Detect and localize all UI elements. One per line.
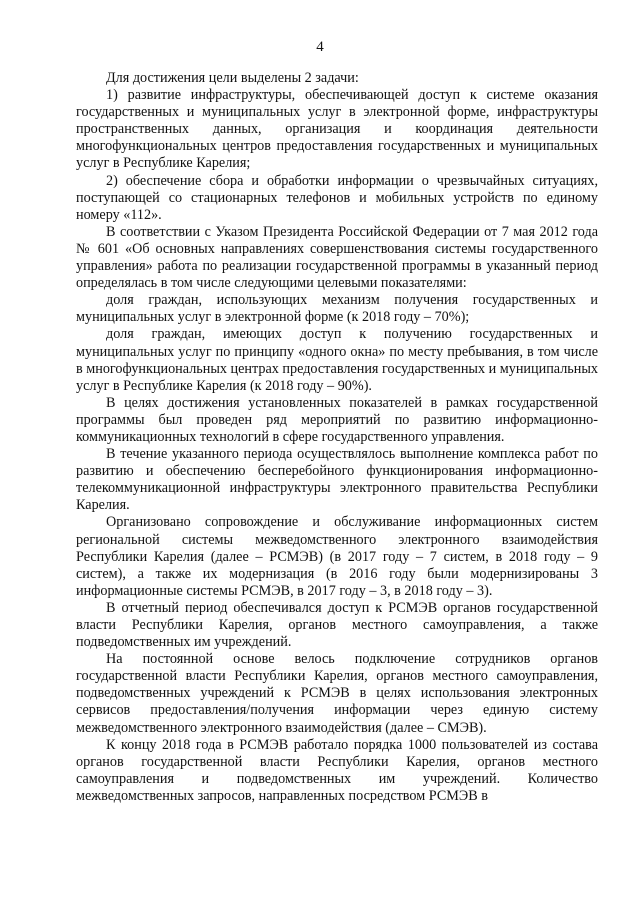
paragraph-task-2: 2) обеспечение сбора и обработки информации о чрезвычайных ситуациях, поступающей со стационарных телефонов и мобильных устройств по единому номеру «112». (76, 172, 598, 223)
paragraph-rsmev-connection: На постоянной основе велось подключение сотрудников органов государственной власти Республики Карелия, органов местного самоуправления, подведомственных учреждений к РСМЭВ в целях использования электронных сервисов предоставления/получения информации через единую систему межведомственного электронного взаимодействия (далее – СМЭВ). (76, 651, 598, 736)
document-body (76, 70, 598, 805)
paragraph-task-1: 1) развитие инфраструктуры, обеспечивающей доступ к системе оказания государственных и муниципальных услуг в электронной форме, инфраструктуры пространственных данных, организация и координация деятельности многофункциональных центров предоставления государственных и муниципальных услуг в Республике Карелия; (76, 87, 598, 172)
paragraph-rsmev-systems: Организовано сопровождение и обслуживание информационных систем региональной системы межведомственного электронного взаимодействия Республики Карелия (далее – РСМЭВ) (в 2017 году – 7 систем, в 2018 году – 9 систем), а также их модернизация (в 2016 году были модернизированы 3 информационные системы РСМЭВ, в 2017 году – 3, в 2018 году – 3). (76, 514, 598, 599)
paragraph-ict-measures: В целях достижения установленных показателей в рамках государственной программы был проведен ряд мероприятий по развитию информационно-коммуникационных технологий в сфере государственного управления. (76, 394, 598, 445)
paragraph-presidential-decree: В соответствии с Указом Президента Российской Федерации от 7 мая 2012 года № 601 «Об основных направлениях совершенствования системы государственного управления» работа по реализации государственной программы в указанный период определялась в том числе следующими целевыми показателями: (76, 223, 598, 292)
paragraph-indicator-one-window: доля граждан, имеющих доступ к получению государственных и муниципальных услуг по принципу «одного окна» по месту пребывания, в том числе в многофункциональных центрах предоставления государственных и муниципальных услуг в Республике Карелия (к 2018 году – 90%). (76, 326, 598, 394)
paragraph-indicator-electronic-services: доля граждан, использующих механизм получения государственных и муниципальных услуг в электронной форме (к 2018 году – 70%); (76, 292, 598, 326)
paragraph-tasks-intro: Для достижения цели выделены 2 задачи: (106, 70, 359, 86)
paragraph-rsmev-access: В отчетный период обеспечивался доступ к РСМЭВ органов государственной власти Республики Карелия, органов местного самоуправления, а также подведомственных им учреждений. (76, 599, 598, 651)
paragraph-rsmev-users: К концу 2018 года в РСМЭВ работало порядка 1000 пользователей из состава органов государственной власти Республики Карелия, органов местного самоуправления и подведомственных им учреждений. Количество межведомственных запросов, направленных посредством РСМЭВ в (76, 736, 598, 804)
page-number: 4 (316, 39, 324, 55)
paragraph-infrastructure-works: В течение указанного периода осуществлялось выполнение комплекса работ по развитию и обеспечению бесперебойного функционирования информационно-телекоммуникационной инфраструктуры электронного правительства Республики Карелия. (76, 446, 598, 514)
